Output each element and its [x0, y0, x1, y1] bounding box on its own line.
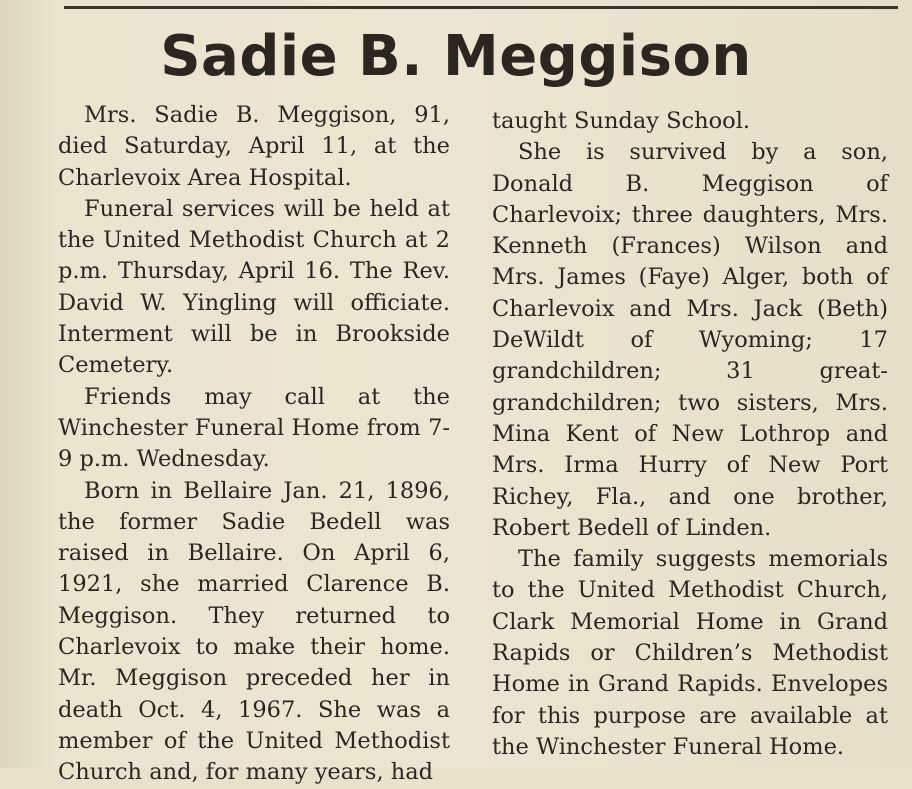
paragraph-biography: Born in Bellaire Jan. 21, 1896, the former Sadie Bedell was raised in Bellaire. On April 6, 1921, she married Clarence B. Meggison. They returned to Charlevoix to make their home. Mr. Meggison preceded her in death Oct. 4, 1967. She was a member of the United Methodist Church and, for many years, had: [58, 477, 450, 786]
obituary-title: Sadie B. Meggison: [160, 24, 752, 89]
article-column-left: [58, 100, 450, 789]
paragraph-memorials: The family suggests memorials to the United Methodist Church, Clark Memorial Home in Grand Rapids or Children’s Methodist Home in Grand Rapids. Envelopes for this purpose are available at the Winchester Funeral Home.: [492, 546, 888, 760]
top-rule: [64, 6, 898, 9]
paragraph-death-notice: Mrs. Sadie B. Meggison, 91, died Saturday, April 11, at the Charlevoix Area Hospital.: [58, 102, 450, 191]
article-column-right: [492, 106, 888, 763]
paragraph-visitation: Friends may call at the Winchester Funeral Home from 7-9 p.m. Wednesday.: [58, 383, 450, 473]
paragraph-biography-continued: taught Sunday School.: [492, 108, 751, 134]
paragraph-survivors: She is survived by a son, Donald B. Meggison of Charlevoix; three daughters, Mrs. Kenneth (Frances) Wilson and Mrs. James (Faye) Alger, both of Charlevoix and Mrs. Jack (Beth) DeWildt of Wyoming; 17 grandchildren; 31 great-grandchildren; two sisters, Mrs. Mina Kent of New Lothrop and Mrs. Irma Hurry of New Port Richey, Fla., and one brother, Robert Bedell of Linden.: [492, 139, 888, 541]
paragraph-funeral-services: Funeral services will be held at the United Methodist Church at 2 p.m. Thursday, April 16. The Rev. David W. Yingling will officiate. Interment will be in Brookside Cemetery.: [58, 195, 450, 379]
